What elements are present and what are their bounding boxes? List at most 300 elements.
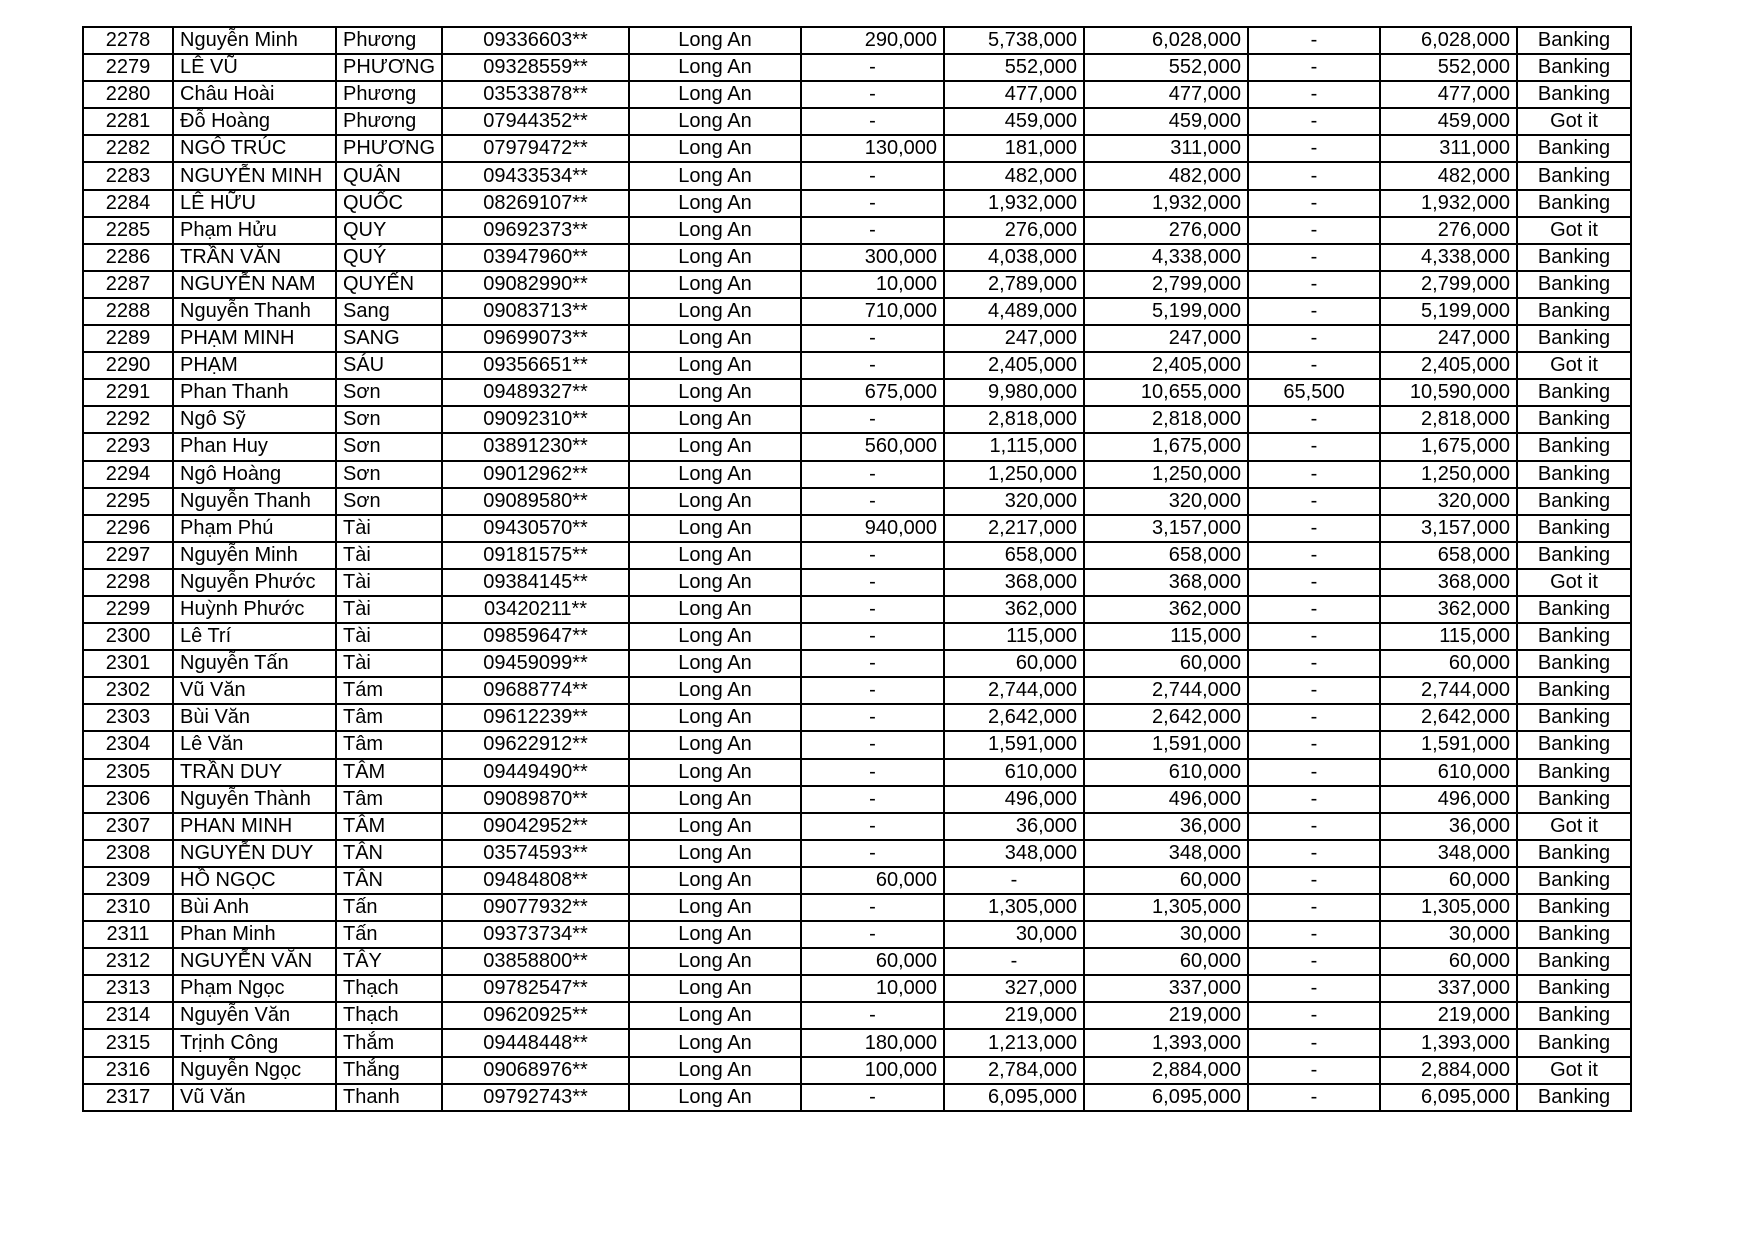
phone-cell: 09448448** (442, 1029, 629, 1056)
row-number-cell: 2316 (83, 1057, 173, 1084)
table-row (83, 162, 1631, 189)
payment-method-cell: Banking (1517, 948, 1631, 975)
amount-2-cell: 36,000 (944, 813, 1084, 840)
row-number-cell: 2304 (83, 731, 173, 758)
province-cell: Long An (629, 867, 801, 894)
family-name-cell: Châu Hoài (173, 81, 336, 108)
amount-2-cell: 320,000 (944, 488, 1084, 515)
net-amount-cell: 4,338,000 (1380, 244, 1517, 271)
table-row (83, 27, 1631, 54)
amount-1-cell: - (801, 1002, 944, 1029)
family-name-cell: Bùi Anh (173, 894, 336, 921)
amount-1-cell: 130,000 (801, 135, 944, 162)
row-number-cell: 2288 (83, 298, 173, 325)
phone-cell: 09433534** (442, 162, 629, 189)
family-name-cell: Nguyễn Ngọc (173, 1057, 336, 1084)
payment-method-cell: Banking (1517, 921, 1631, 948)
amount-2-cell: 276,000 (944, 217, 1084, 244)
given-name-cell: TÂN (336, 840, 442, 867)
amount-1-cell: 100,000 (801, 1057, 944, 1084)
amount-2-cell: 610,000 (944, 759, 1084, 786)
total-cell: 477,000 (1084, 81, 1248, 108)
amount-1-cell: - (801, 731, 944, 758)
amount-1-cell: - (801, 650, 944, 677)
province-cell: Long An (629, 27, 801, 54)
amount-1-cell: 180,000 (801, 1029, 944, 1056)
payment-method-cell: Banking (1517, 704, 1631, 731)
deduction-cell: - (1248, 244, 1380, 271)
total-cell: 1,393,000 (1084, 1029, 1248, 1056)
given-name-cell: Thạch (336, 975, 442, 1002)
net-amount-cell: 2,405,000 (1380, 352, 1517, 379)
amount-1-cell: 290,000 (801, 27, 944, 54)
amount-2-cell: - (944, 948, 1084, 975)
payment-method-cell: Got it (1517, 217, 1631, 244)
deduction-cell: - (1248, 190, 1380, 217)
phone-cell: 09622912** (442, 731, 629, 758)
amount-1-cell: - (801, 840, 944, 867)
row-number-cell: 2301 (83, 650, 173, 677)
table-row (83, 54, 1631, 81)
row-number-cell: 2278 (83, 27, 173, 54)
family-name-cell: Nguyễn Phước (173, 569, 336, 596)
row-number-cell: 2291 (83, 379, 173, 406)
family-name-cell: HỒ NGỌC (173, 867, 336, 894)
family-name-cell: Phan Minh (173, 921, 336, 948)
family-name-cell: Trịnh Công (173, 1029, 336, 1056)
phone-cell: 09792743** (442, 1084, 629, 1111)
total-cell: 368,000 (1084, 569, 1248, 596)
amount-2-cell: 1,213,000 (944, 1029, 1084, 1056)
table-row (83, 596, 1631, 623)
net-amount-cell: 1,591,000 (1380, 731, 1517, 758)
amount-1-cell: 560,000 (801, 433, 944, 460)
province-cell: Long An (629, 650, 801, 677)
amount-1-cell: - (801, 894, 944, 921)
family-name-cell: Bùi Văn (173, 704, 336, 731)
amount-1-cell: - (801, 759, 944, 786)
given-name-cell: Phương (336, 27, 442, 54)
net-amount-cell: 320,000 (1380, 488, 1517, 515)
row-number-cell: 2314 (83, 1002, 173, 1029)
province-cell: Long An (629, 813, 801, 840)
table-row (83, 894, 1631, 921)
amount-2-cell: 60,000 (944, 650, 1084, 677)
net-amount-cell: 482,000 (1380, 162, 1517, 189)
amount-2-cell: 1,591,000 (944, 731, 1084, 758)
family-name-cell: LÊ HỮU (173, 190, 336, 217)
payment-method-cell: Banking (1517, 298, 1631, 325)
table-row (83, 81, 1631, 108)
payment-method-cell: Banking (1517, 162, 1631, 189)
family-name-cell: Vũ Văn (173, 677, 336, 704)
family-name-cell: NGUYỄN DUY (173, 840, 336, 867)
amount-2-cell: 181,000 (944, 135, 1084, 162)
total-cell: 2,884,000 (1084, 1057, 1248, 1084)
phone-cell: 09356651** (442, 352, 629, 379)
amount-1-cell: - (801, 352, 944, 379)
phone-cell: 09042952** (442, 813, 629, 840)
province-cell: Long An (629, 542, 801, 569)
payment-method-cell: Got it (1517, 108, 1631, 135)
table-row (83, 515, 1631, 542)
deduction-cell: - (1248, 759, 1380, 786)
deduction-cell: - (1248, 433, 1380, 460)
given-name-cell: QUỐC (336, 190, 442, 217)
phone-cell: 09692373** (442, 217, 629, 244)
amount-2-cell: 219,000 (944, 1002, 1084, 1029)
province-cell: Long An (629, 677, 801, 704)
province-cell: Long An (629, 623, 801, 650)
net-amount-cell: 459,000 (1380, 108, 1517, 135)
given-name-cell: Tấn (336, 894, 442, 921)
family-name-cell: NGÔ TRÚC (173, 135, 336, 162)
amount-2-cell: 1,250,000 (944, 461, 1084, 488)
net-amount-cell: 337,000 (1380, 975, 1517, 1002)
net-amount-cell: 2,642,000 (1380, 704, 1517, 731)
amount-1-cell: 710,000 (801, 298, 944, 325)
net-amount-cell: 362,000 (1380, 596, 1517, 623)
table-row (83, 867, 1631, 894)
net-amount-cell: 1,393,000 (1380, 1029, 1517, 1056)
phone-cell: 03533878** (442, 81, 629, 108)
payment-method-cell: Got it (1517, 569, 1631, 596)
province-cell: Long An (629, 569, 801, 596)
amount-2-cell: 6,095,000 (944, 1084, 1084, 1111)
given-name-cell: Tài (336, 515, 442, 542)
table-row (83, 677, 1631, 704)
amount-1-cell: - (801, 542, 944, 569)
phone-cell: 09449490** (442, 759, 629, 786)
phone-cell: 09089580** (442, 488, 629, 515)
amount-2-cell: 552,000 (944, 54, 1084, 81)
net-amount-cell: 3,157,000 (1380, 515, 1517, 542)
deduction-cell: - (1248, 461, 1380, 488)
total-cell: 3,157,000 (1084, 515, 1248, 542)
amount-1-cell: - (801, 54, 944, 81)
row-number-cell: 2317 (83, 1084, 173, 1111)
payment-method-cell: Banking (1517, 542, 1631, 569)
total-cell: 1,250,000 (1084, 461, 1248, 488)
amount-2-cell: 658,000 (944, 542, 1084, 569)
phone-cell: 09083713** (442, 298, 629, 325)
given-name-cell: SÁU (336, 352, 442, 379)
total-cell: 60,000 (1084, 867, 1248, 894)
given-name-cell: Sơn (336, 406, 442, 433)
row-number-cell: 2284 (83, 190, 173, 217)
given-name-cell: Sơn (336, 433, 442, 460)
deduction-cell: - (1248, 352, 1380, 379)
row-number-cell: 2280 (83, 81, 173, 108)
given-name-cell: Sang (336, 298, 442, 325)
table-row (83, 786, 1631, 813)
total-cell: 60,000 (1084, 650, 1248, 677)
family-name-cell: NGUYỄN VĂN (173, 948, 336, 975)
family-name-cell: Nguyễn Minh (173, 27, 336, 54)
given-name-cell: Tám (336, 677, 442, 704)
total-cell: 552,000 (1084, 54, 1248, 81)
table-row (83, 298, 1631, 325)
family-name-cell: Đỗ Hoàng (173, 108, 336, 135)
amount-1-cell: - (801, 921, 944, 948)
total-cell: 362,000 (1084, 596, 1248, 623)
given-name-cell: SANG (336, 325, 442, 352)
amount-2-cell: - (944, 867, 1084, 894)
payment-method-cell: Banking (1517, 840, 1631, 867)
amount-1-cell: 60,000 (801, 867, 944, 894)
given-name-cell: PHƯƠNG (336, 135, 442, 162)
table-row (83, 461, 1631, 488)
payment-method-cell: Banking (1517, 1084, 1631, 1111)
net-amount-cell: 1,250,000 (1380, 461, 1517, 488)
row-number-cell: 2307 (83, 813, 173, 840)
amount-2-cell: 30,000 (944, 921, 1084, 948)
row-number-cell: 2296 (83, 515, 173, 542)
family-name-cell: Phan Thanh (173, 379, 336, 406)
phone-cell: 09077932** (442, 894, 629, 921)
deduction-cell: - (1248, 948, 1380, 975)
net-amount-cell: 36,000 (1380, 813, 1517, 840)
row-number-cell: 2297 (83, 542, 173, 569)
net-amount-cell: 60,000 (1380, 948, 1517, 975)
table-row (83, 975, 1631, 1002)
deduction-cell: - (1248, 813, 1380, 840)
given-name-cell: Tài (336, 542, 442, 569)
total-cell: 320,000 (1084, 488, 1248, 515)
province-cell: Long An (629, 81, 801, 108)
table-row (83, 325, 1631, 352)
deduction-cell: - (1248, 162, 1380, 189)
amount-2-cell: 482,000 (944, 162, 1084, 189)
amount-2-cell: 5,738,000 (944, 27, 1084, 54)
payment-method-cell: Banking (1517, 677, 1631, 704)
given-name-cell: Phương (336, 108, 442, 135)
given-name-cell: Tài (336, 623, 442, 650)
payment-method-cell: Banking (1517, 650, 1631, 677)
net-amount-cell: 219,000 (1380, 1002, 1517, 1029)
amount-1-cell: 940,000 (801, 515, 944, 542)
deduction-cell: - (1248, 488, 1380, 515)
deduction-cell: - (1248, 108, 1380, 135)
table-body (83, 27, 1631, 1111)
deduction-cell: - (1248, 596, 1380, 623)
family-name-cell: Ngô Hoàng (173, 461, 336, 488)
payment-table (82, 26, 1632, 1112)
amount-1-cell: - (801, 190, 944, 217)
net-amount-cell: 311,000 (1380, 135, 1517, 162)
given-name-cell: Thắng (336, 1057, 442, 1084)
deduction-cell: - (1248, 271, 1380, 298)
amount-1-cell: - (801, 461, 944, 488)
net-amount-cell: 276,000 (1380, 217, 1517, 244)
deduction-cell: - (1248, 406, 1380, 433)
net-amount-cell: 1,675,000 (1380, 433, 1517, 460)
total-cell: 4,338,000 (1084, 244, 1248, 271)
total-cell: 658,000 (1084, 542, 1248, 569)
net-amount-cell: 2,818,000 (1380, 406, 1517, 433)
net-amount-cell: 368,000 (1380, 569, 1517, 596)
phone-cell: 09089870** (442, 786, 629, 813)
total-cell: 2,642,000 (1084, 704, 1248, 731)
total-cell: 36,000 (1084, 813, 1248, 840)
given-name-cell: QUY (336, 217, 442, 244)
amount-1-cell: - (801, 108, 944, 135)
family-name-cell: Nguyễn Thành (173, 786, 336, 813)
phone-cell: 09384145** (442, 569, 629, 596)
phone-cell: 09489327** (442, 379, 629, 406)
table-row (83, 759, 1631, 786)
amount-2-cell: 2,784,000 (944, 1057, 1084, 1084)
payment-method-cell: Banking (1517, 135, 1631, 162)
net-amount-cell: 115,000 (1380, 623, 1517, 650)
row-number-cell: 2298 (83, 569, 173, 596)
deduction-cell: - (1248, 542, 1380, 569)
province-cell: Long An (629, 352, 801, 379)
deduction-cell: - (1248, 135, 1380, 162)
given-name-cell: Phương (336, 81, 442, 108)
province-cell: Long An (629, 406, 801, 433)
phone-cell: 09373734** (442, 921, 629, 948)
total-cell: 1,591,000 (1084, 731, 1248, 758)
province-cell: Long An (629, 704, 801, 731)
given-name-cell: Thạch (336, 1002, 442, 1029)
row-number-cell: 2295 (83, 488, 173, 515)
province-cell: Long An (629, 975, 801, 1002)
amount-1-cell: 60,000 (801, 948, 944, 975)
net-amount-cell: 10,590,000 (1380, 379, 1517, 406)
province-cell: Long An (629, 1029, 801, 1056)
family-name-cell: Lê Trí (173, 623, 336, 650)
net-amount-cell: 552,000 (1380, 54, 1517, 81)
phone-cell: 09336603** (442, 27, 629, 54)
family-name-cell: Lê Văn (173, 731, 336, 758)
row-number-cell: 2290 (83, 352, 173, 379)
deduction-cell: - (1248, 840, 1380, 867)
province-cell: Long An (629, 217, 801, 244)
amount-2-cell: 348,000 (944, 840, 1084, 867)
payment-method-cell: Banking (1517, 190, 1631, 217)
amount-2-cell: 2,217,000 (944, 515, 1084, 542)
payment-method-cell: Banking (1517, 244, 1631, 271)
deduction-cell: - (1248, 650, 1380, 677)
table-row (83, 135, 1631, 162)
table-row (83, 650, 1631, 677)
province-cell: Long An (629, 488, 801, 515)
deduction-cell: - (1248, 1084, 1380, 1111)
given-name-cell: Tâm (336, 731, 442, 758)
phone-cell: 09459099** (442, 650, 629, 677)
row-number-cell: 2311 (83, 921, 173, 948)
given-name-cell: TÂM (336, 813, 442, 840)
total-cell: 60,000 (1084, 948, 1248, 975)
phone-cell: 09430570** (442, 515, 629, 542)
province-cell: Long An (629, 298, 801, 325)
total-cell: 2,405,000 (1084, 352, 1248, 379)
family-name-cell: Phan Huy (173, 433, 336, 460)
phone-cell: 03574593** (442, 840, 629, 867)
deduction-cell: - (1248, 975, 1380, 1002)
deduction-cell: - (1248, 677, 1380, 704)
deduction-cell: - (1248, 81, 1380, 108)
province-cell: Long An (629, 731, 801, 758)
table-row (83, 352, 1631, 379)
payment-method-cell: Banking (1517, 731, 1631, 758)
net-amount-cell: 5,199,000 (1380, 298, 1517, 325)
given-name-cell: Tài (336, 596, 442, 623)
row-number-cell: 2283 (83, 162, 173, 189)
province-cell: Long An (629, 190, 801, 217)
phone-cell: 09859647** (442, 623, 629, 650)
row-number-cell: 2306 (83, 786, 173, 813)
payment-method-cell: Got it (1517, 1057, 1631, 1084)
table-row (83, 1029, 1631, 1056)
table-row (83, 433, 1631, 460)
amount-1-cell: - (801, 569, 944, 596)
payment-method-cell: Banking (1517, 81, 1631, 108)
amount-2-cell: 4,489,000 (944, 298, 1084, 325)
row-number-cell: 2312 (83, 948, 173, 975)
province-cell: Long An (629, 1084, 801, 1111)
payment-method-cell: Banking (1517, 1002, 1631, 1029)
total-cell: 2,799,000 (1084, 271, 1248, 298)
deduction-cell: - (1248, 921, 1380, 948)
payment-method-cell: Banking (1517, 406, 1631, 433)
phone-cell: 09012962** (442, 461, 629, 488)
given-name-cell: Thanh (336, 1084, 442, 1111)
payment-method-cell: Banking (1517, 27, 1631, 54)
province-cell: Long An (629, 271, 801, 298)
payment-method-cell: Banking (1517, 596, 1631, 623)
amount-2-cell: 2,789,000 (944, 271, 1084, 298)
row-number-cell: 2292 (83, 406, 173, 433)
net-amount-cell: 2,884,000 (1380, 1057, 1517, 1084)
amount-1-cell: - (801, 623, 944, 650)
row-number-cell: 2287 (83, 271, 173, 298)
amount-1-cell: - (801, 704, 944, 731)
total-cell: 1,675,000 (1084, 433, 1248, 460)
payment-method-cell: Banking (1517, 488, 1631, 515)
phone-cell: 08269107** (442, 190, 629, 217)
total-cell: 247,000 (1084, 325, 1248, 352)
total-cell: 1,932,000 (1084, 190, 1248, 217)
province-cell: Long An (629, 894, 801, 921)
table-row (83, 569, 1631, 596)
row-number-cell: 2285 (83, 217, 173, 244)
family-name-cell: Ngô Sỹ (173, 406, 336, 433)
province-cell: Long An (629, 759, 801, 786)
row-number-cell: 2300 (83, 623, 173, 650)
phone-cell: 09612239** (442, 704, 629, 731)
total-cell: 610,000 (1084, 759, 1248, 786)
row-number-cell: 2281 (83, 108, 173, 135)
amount-2-cell: 496,000 (944, 786, 1084, 813)
payment-method-cell: Banking (1517, 975, 1631, 1002)
deduction-cell: - (1248, 731, 1380, 758)
table-row (83, 108, 1631, 135)
family-name-cell: PHẠM (173, 352, 336, 379)
row-number-cell: 2293 (83, 433, 173, 460)
province-cell: Long An (629, 108, 801, 135)
amount-1-cell: 10,000 (801, 271, 944, 298)
payment-method-cell: Banking (1517, 461, 1631, 488)
province-cell: Long An (629, 840, 801, 867)
net-amount-cell: 2,799,000 (1380, 271, 1517, 298)
table-row (83, 244, 1631, 271)
phone-cell: 09092310** (442, 406, 629, 433)
total-cell: 482,000 (1084, 162, 1248, 189)
amount-2-cell: 327,000 (944, 975, 1084, 1002)
province-cell: Long An (629, 461, 801, 488)
